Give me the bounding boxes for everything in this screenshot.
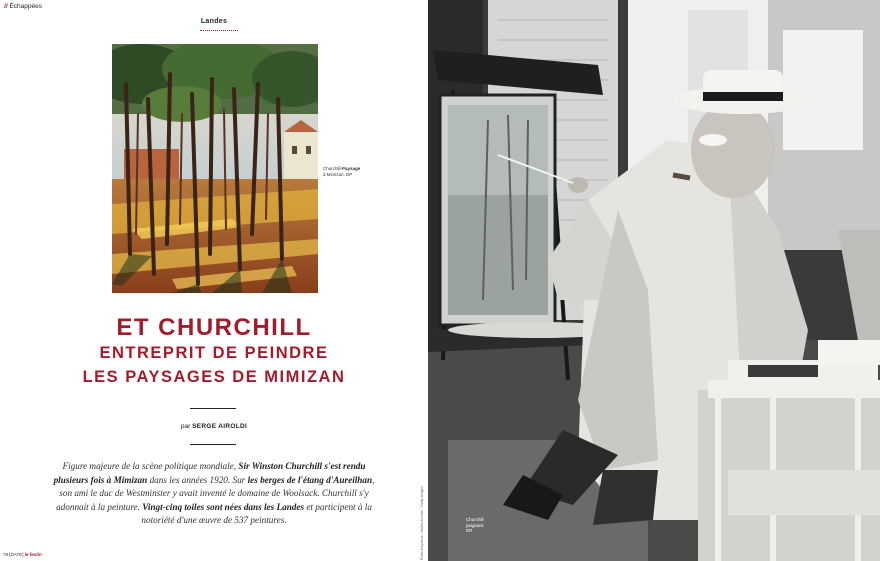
painting-caption bbox=[323, 166, 373, 178]
photo-credit bbox=[420, 480, 428, 560]
section-label: Landes bbox=[200, 18, 228, 25]
section-divider bbox=[200, 30, 238, 31]
byline-top-rule bbox=[190, 408, 236, 409]
page-number: 78 bbox=[3, 552, 9, 557]
rubric-slashes: // bbox=[4, 3, 8, 10]
folio bbox=[3, 552, 42, 557]
intro-text-3: , son ami le duc de Westminster y avait inventé le domaine de Woolsack. Churchill s'y adonnait à la peinture. bbox=[56, 474, 375, 512]
intro-bold-3: Vingt-cinq toiles sont nées dans les Landes bbox=[142, 501, 305, 512]
byline bbox=[0, 423, 428, 430]
headline-line-1: ET CHURCHILL bbox=[116, 314, 312, 341]
byline-prefix: par bbox=[180, 423, 191, 430]
photo-caption-line-2: peignant. bbox=[466, 522, 485, 528]
landscape-painting bbox=[112, 44, 318, 293]
photo-credit-text: Photo Keystone / Hulton Archive / Getty Images bbox=[420, 486, 424, 560]
photo-caption-line-3: DR bbox=[466, 528, 473, 533]
caption-title: Paysage bbox=[342, 166, 361, 171]
rubric bbox=[4, 3, 42, 10]
caption-rest: à Mimizan. DP bbox=[323, 172, 353, 177]
caption-artist: Churchill- bbox=[323, 166, 343, 171]
issue-date: [DATE] bbox=[9, 552, 24, 557]
archive-photo bbox=[428, 0, 880, 561]
intro-bold-2: les berges de l'étang d'Aureilhan bbox=[247, 474, 373, 485]
byline-author: SERGE AIROLDI bbox=[192, 423, 248, 430]
headline-line-2: ENTREPRIT DE PEINDRE bbox=[99, 344, 329, 362]
intro-bold-1: Sir Winston Churchill s'est rendu plusieurs fois à Mimizan bbox=[53, 461, 366, 485]
left-page bbox=[0, 0, 428, 561]
photo-caption bbox=[466, 517, 496, 534]
intro-text-4: et participent à la notoriété d'une œuvre de 537 peintures. bbox=[141, 501, 372, 526]
intro-text-1: Figure majeure de la scène politique mondiale, bbox=[62, 461, 237, 471]
rubric-label: Échappées bbox=[9, 3, 42, 10]
intro-text-2: dans les années 1920. Sur bbox=[149, 474, 246, 485]
headline-line-3: LES PAYSAGES DE MIMIZAN bbox=[82, 368, 346, 386]
magazine-brand: le festin bbox=[24, 552, 42, 557]
intro-paragraph bbox=[48, 460, 380, 528]
byline-bottom-rule bbox=[190, 444, 236, 445]
photo-caption-line-1: Churchill bbox=[466, 517, 484, 522]
